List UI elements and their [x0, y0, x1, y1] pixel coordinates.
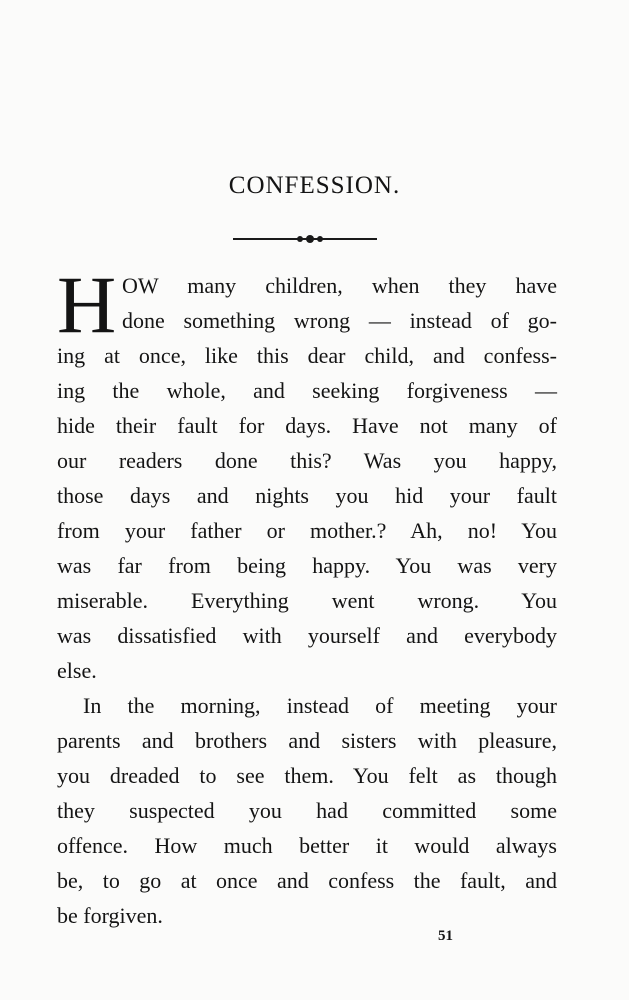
text-line: those days and nights you hid your fault — [57, 483, 557, 508]
text-line: ing the whole, and seeking forgiveness — — [57, 378, 557, 403]
paragraph-1 — [57, 259, 557, 688]
text-line: be, to go at once and confess the fault, and — [57, 868, 557, 893]
text-line: was far from being happy. You was very — [57, 553, 557, 578]
text-line: you dreaded to see them. You felt as though — [57, 763, 557, 788]
text-line: parents and brothers and sisters with pleasure, — [57, 728, 557, 753]
chapter-title: CONFESSION. — [228, 172, 401, 199]
text-line: be forgiven. — [57, 903, 163, 928]
text-line: In the morning, instead of meeting your — [83, 693, 557, 718]
text-line: was dissatisfied with yourself and everybody — [57, 623, 557, 648]
divider-dots-ornament — [290, 233, 330, 245]
text-line: they suspected you had committed some — [57, 798, 557, 823]
text-line: offence. How much better it would always — [57, 833, 557, 858]
text-line: miserable. Everything went wrong. You — [57, 588, 557, 613]
text-line: ing at once, like this dear child, and confess- — [57, 343, 557, 368]
text-line: our readers done this? Was you happy, — [57, 448, 557, 473]
text-line: OW many children, when they have — [122, 273, 557, 298]
body-text — [57, 259, 557, 933]
text-line: else. — [57, 658, 97, 683]
text-line: hide their fault for days. Have not many of — [57, 413, 557, 438]
text-line: done something wrong — instead of go- — [122, 308, 557, 333]
page-number: 51 — [438, 928, 453, 944]
paragraph-2 — [57, 688, 557, 933]
drop-cap: H — [57, 259, 117, 350]
text-line: from your father or mother.? Ah, no! You — [57, 518, 557, 543]
